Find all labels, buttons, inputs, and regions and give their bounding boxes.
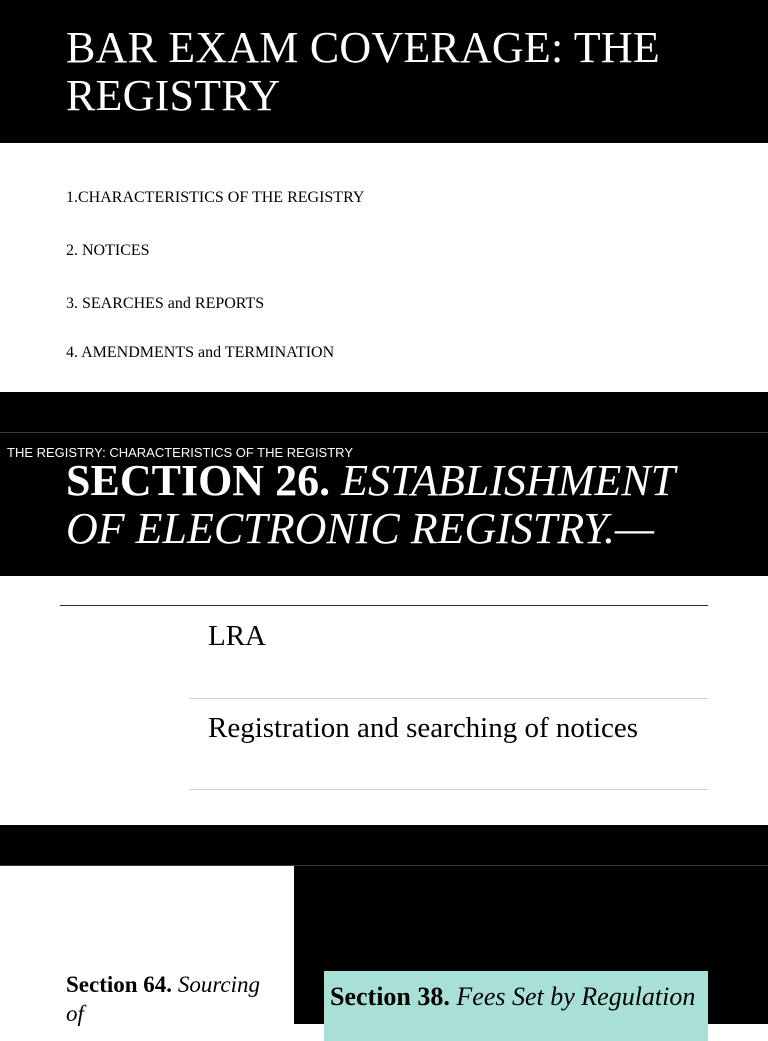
divider [190,698,708,699]
slide2-title [66,457,726,553]
list-item-lra: LRA [208,620,266,652]
slide3-box-section: Section 38. [330,982,450,1011]
agenda-item-4: 4. AMENDMENTS and TERMINATION [66,344,335,361]
slide2-title-rest: ESTABLISHMENT OF ELECTRONIC REGISTRY.— [66,456,675,553]
slide-separator [0,392,768,433]
slide-separator [0,825,768,866]
slide3-left-section: Section 64. [66,972,173,997]
slide1-title-band [0,0,768,143]
slide3-left-text [66,970,266,1028]
slide2-body [0,576,768,825]
slide1-agenda [0,143,768,392]
slide3-box-title: Fees Set by Regulation [456,982,696,1011]
agenda-item-1: 1.CHARACTERISTICS OF THE REGISTRY [66,189,365,206]
divider [60,605,708,606]
slide3-left-title: Sourcing of [66,972,261,1026]
list-item-registration: Registration and searching of notices [208,712,639,744]
slide3-callout-box [324,971,708,1041]
agenda-item-2: 2. NOTICES [66,242,150,259]
divider [190,789,708,790]
breadcrumb: THE REGISTRY: CHARACTERISTICS OF THE REGISTRY [7,445,353,460]
slide3 [0,866,768,1024]
agenda-item-3: 3. SEARCHES and REPORTS [66,295,265,312]
slide3-right-panel [294,866,768,1024]
slide2-title-band [0,433,768,576]
slide1-title: BAR EXAM COVERAGE: THE REGISTRY [66,23,660,120]
slide2-title-section: SECTION 26. [66,456,331,505]
